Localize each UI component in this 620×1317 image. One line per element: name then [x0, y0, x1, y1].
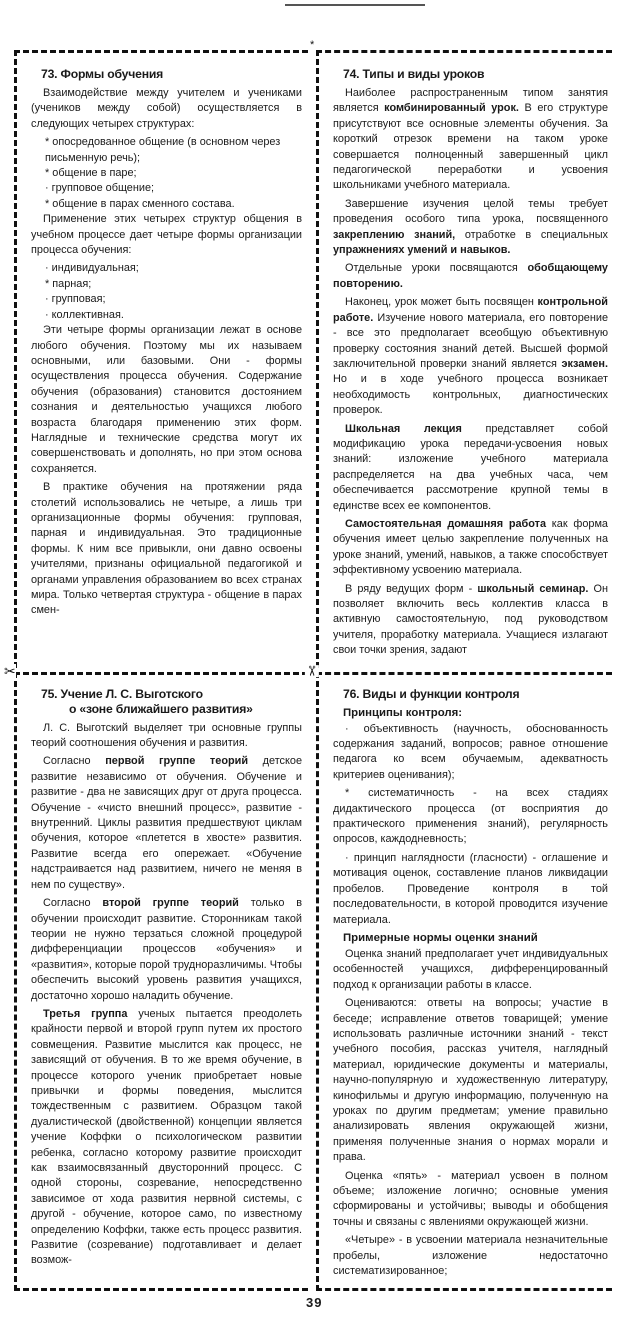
top-rule: [285, 4, 425, 6]
paragraph: [31, 212, 302, 258]
text-run: ученых пытается преодолеть крайности первой и второй групп путем их простого совмещения. Развитие мыслится как процесс, не зависящий от обучения. В то же время обучение, в процессе которого ученик приобретает новые привычки и формы поведения, мыслится тождественным с развитием. Образцом такой дуалистической (двойственной) концепции является учение Коффки о психологическом развитии ребенка, согласно которому развитие происходит как взаимосвязанный двусторонний процесс. С одной стороны, созревание, непосредственно зависимое от хода развития нервной системы, с другой - обучение, которое само, по известному определению Коффки, также есть процесс развития. Развитие (созревание) подготавливает и делает возмож-: [31, 1007, 302, 1267]
paragraph: [31, 721, 302, 752]
bold-term: контрольной работе.: [333, 296, 608, 324]
paragraph: [31, 754, 302, 893]
text-run: Наконец, урок может быть посвящен: [345, 296, 538, 309]
bold-term: экзамен.: [561, 357, 608, 370]
section-body: [31, 86, 302, 619]
bold-term: Школьная лекция: [345, 422, 462, 435]
text-run: отработке в специальных: [455, 228, 608, 241]
bold-term: комбинированный урок.: [384, 102, 519, 115]
bold-term: Принципы контроля:: [343, 706, 463, 719]
text-run: * систематичность - на всех стадиях дидактического процесса (от восприятия до практического применения знаний), регулярность опросов, каждодневность;: [333, 787, 608, 846]
text-run: только в обучении происходит развитие. Сторонникам такой теории не нужно терзаться сложной процедурой дифференциации процессов «обучения» и «развития», которые порой трудноразличимы. Чтобы обеспечить высокий уровень развития учащихся, достаточно хорошо наладить обучение.: [31, 897, 302, 1002]
text-run: Изучение нового материала, его повторение - все это предполагает всеобщую объективную проверку состояния знаний детей. Высшей формой заключительной проверки знаний является: [333, 311, 608, 370]
text-run: · групповая;: [45, 293, 106, 306]
text-run: · групповое общение;: [45, 182, 155, 195]
paragraph: [333, 996, 608, 1165]
paragraph: [333, 722, 608, 784]
text-run: Взаимодействие между учителем и учениками (учеников между собой) осуществляется в следующих четырех структурах:: [31, 87, 302, 130]
paragraph: [31, 480, 302, 619]
list-item: [31, 308, 302, 323]
bold-term: второй группе теорий: [102, 897, 239, 910]
text-run: * общение в паре;: [45, 167, 137, 180]
bold-term: первой группе теорий: [105, 755, 249, 768]
text-run: Применение этих четырех структур общения в учебном процессе дает четыре формы организации процесса обучения:: [31, 213, 302, 257]
section-74-lesson-types: [310, 39, 612, 668]
list-item: [31, 135, 302, 166]
section-title: 76. Виды и функции контроля: [343, 686, 520, 701]
text-run: Оцениваются: ответы на вопросы; участие в беседе; исправление ответов товарищей; умение использовать различные источники знаний - текст учебного пособия, рассказ учителя, наглядный материал, юридические документы и материалы, научно-популярную и художественную литературу, кинофильмы и другую информацию, полученную на уроках по другим предметам; умение правильно анализировать явления окружающей жизни, применяя полученные знания о нормах морали и права.: [333, 997, 608, 1164]
text-run: · коллективная.: [45, 308, 124, 321]
section-73-forms-of-learning: [14, 50, 308, 668]
text-run: представляет собой модификацию урока передачи-усвоения новых знаний: изложение учебного материала распределяется на два учебных часа, чем обеспечивается рассмотрение крупной темы в единстве всех ее компонентов.: [333, 422, 608, 512]
subheading: [343, 931, 608, 946]
paragraph: [333, 1169, 608, 1231]
star-mark-icon: *: [310, 39, 315, 51]
section-body: [333, 86, 608, 659]
section-75-vygotsky: [4, 662, 308, 1292]
text-run: Отдельные уроки посвящаются: [345, 262, 528, 275]
text-run: · принцип наглядности (гласности) - оглашение и мотивация оценок, составление планов ликвидации пробелов. Проведение контроля в той последовательности, в которой проводится изучение материала.: [333, 851, 608, 926]
section-title: [41, 687, 302, 717]
text-run: Согласно: [43, 897, 103, 910]
paragraph: [31, 86, 302, 132]
scissors-icon: ✂: [303, 664, 320, 677]
text-run: «Четыре» - в усвоении материала незначительные пробелы, изложение недостаточно систематизированное;: [333, 1234, 608, 1278]
section-body: [333, 706, 608, 1280]
paragraph: [333, 197, 608, 259]
paragraph: [333, 947, 608, 993]
paragraph: [333, 261, 608, 292]
section-76-control: [303, 664, 612, 1292]
paragraph: [333, 786, 608, 848]
list-item: [31, 277, 302, 292]
text-run: Оценка знаний предполагает учет индивидуальных особенностей учащихся, дифференцированный подход к организации работы в классе.: [333, 947, 608, 991]
bold-term: Самостоятельная домашняя работа: [345, 517, 547, 530]
section-title: 73. Формы обучения: [41, 67, 164, 81]
text-run: Наиболее распространенным типом занятия является: [333, 87, 608, 115]
bold-term: упражнениях умений и навыков.: [333, 244, 511, 257]
bold-term: закреплению знаний,: [333, 228, 456, 241]
text-run: как форма обучения имеет целью закрепление полученных на уроке знаний, умений, навыков, а также способствует эффективному усвоению материала.: [333, 517, 608, 577]
text-run: * общение в парах сменного состава.: [45, 197, 235, 210]
paragraph: [333, 517, 608, 579]
text-run: Он позволяет включить весь коллектив класса в активную самостоятельную, под руководством учителя, проработку материала. Учащиеся излагают свои точки зрения, задают: [333, 582, 609, 657]
paragraph: [31, 323, 302, 477]
bold-term: Примерные нормы оценки знаний: [343, 931, 538, 944]
text-run: В практике обучения на протяжении ряда столетий использовались не четыре, а лишь три организационные формы обучения: групповая, парная и индивидуальная. Это традиционные формы. К ним все привыкли, они давно освоены учителями, признаны официальной педагогикой и органами управления образованием во всех странах мира. Только четвертая структура - общение в парах смен-: [31, 481, 302, 617]
text-run: В ряду ведущих форм -: [345, 582, 478, 595]
text-run: Оценка «пять» - материал усвоен в полном объеме; изложение логично; основные умения сформированы и устойчивы; выводы и обобщения точны и связаны с явлениями окружающей жизни.: [333, 1169, 608, 1228]
paragraph: [333, 86, 608, 194]
section-title-line2: о «зоне ближайшего развития»: [69, 701, 253, 716]
bold-term: школьный семинар.: [477, 582, 589, 595]
section-body: [31, 721, 302, 1269]
text-run: * парная;: [45, 277, 92, 290]
page-number: 39: [306, 1295, 323, 1311]
paragraph: [333, 1233, 608, 1279]
text-run: В его структуре присутствуют все основные элементы обучения. За короткий отрезок времени на таком уроке совершается полноценный завершенный цикл педагогической переработки и усвоения школьниками учебного материала.: [333, 102, 609, 192]
paragraph: [333, 582, 608, 659]
list-item: [31, 181, 302, 196]
paragraph: [333, 422, 608, 514]
text-run: * опосредованное общение (в основном через письменную речь);: [45, 136, 281, 164]
scissors-icon: ✂: [4, 662, 16, 679]
text-run: Л. С. Выготский выделяет три основные группы теорий соотношения обучения и развития.: [31, 721, 302, 750]
paragraph: [31, 1007, 302, 1269]
list-item: [31, 166, 302, 181]
bold-term: Третья группа: [43, 1007, 128, 1020]
paragraph: [31, 896, 302, 1004]
paragraph: [333, 295, 608, 418]
subheading: [343, 706, 608, 721]
list-item: [31, 261, 302, 276]
section-title-line1: 75. Учение Л. С. Выготского: [41, 686, 203, 701]
text-run: Завершение изучения целой темы требует проведения особого типа урока, посвященного: [333, 197, 608, 226]
list-item: [31, 292, 302, 307]
text-run: · индивидуальная;: [45, 262, 139, 275]
bold-term: обобщающему повторению.: [333, 262, 608, 290]
section-title: 74. Типы и виды уроков: [343, 67, 485, 81]
paragraph: [333, 851, 608, 928]
text-run: Эти четыре формы организации лежат в основе любого обучения. Поэтому мы их называем основными, или базовыми. Они - формы осуществления процесса обучения. Содержание обучения (образования) становится достоянием сознания и деятельностью учащихся любого возраста благодаря применению этих форм. Наглядные и технические средства могут их совершенствовать и дополнять, но при этом основа сохраняется.: [31, 324, 302, 475]
text-run: Согласно: [43, 755, 106, 768]
page-grid: [4, 0, 620, 1291]
text-run: · объективность (научность, обоснованность содержания заданий, вопросов; равное отношение педагога ко всем обучаемым, адекватность критериев оценивания);: [333, 722, 608, 781]
list-item: [31, 197, 302, 212]
text-run: Но и в ходе учебного процесса возникает необходимость контрольных, диагностических проверок.: [333, 373, 608, 417]
text-run: детское развитие независимо от обучения. Обучение и развитие - два не зависящих друг от друга процесса. Обучение - «чисто внешний процесс», развитие - внутренний. Циклы развития предшествуют циклам обучения, которое «плетется в хвосте» развития. Развитие всегда его опережает. «Обучение надстраивается над развитием, ничего не меняя в нем по существу».: [31, 755, 303, 891]
